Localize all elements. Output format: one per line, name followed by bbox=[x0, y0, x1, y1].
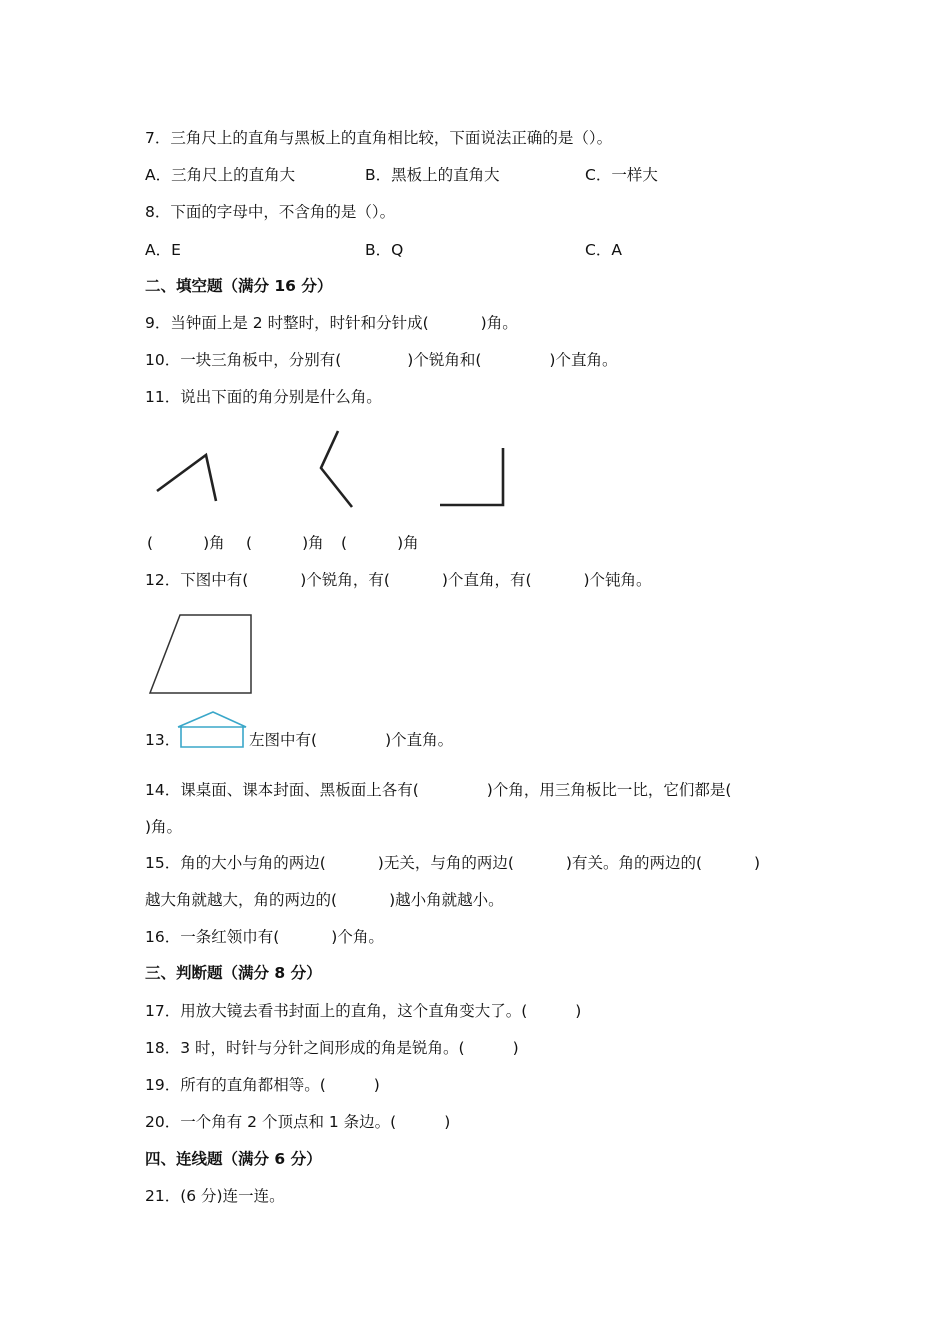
question-14: 14．课桌面、课本封面、黑板面上各有( )个角，用三角板比一比，它们都是( bbox=[145, 781, 732, 799]
trapezoid-figure bbox=[150, 615, 251, 693]
question-19: 19．所有的直角都相等。( ) bbox=[145, 1076, 380, 1094]
acute-angle-figure bbox=[157, 455, 216, 501]
question-8-option-c: C．A bbox=[585, 241, 622, 259]
house-icon bbox=[176, 710, 248, 750]
question-13-text: 左图中有( )个直角。 bbox=[249, 731, 454, 749]
question-7-option-a: A．三角尺上的直角大 bbox=[145, 166, 296, 184]
right-angle-figure bbox=[440, 448, 503, 505]
question-11-stem: 11．说出下面的角分别是什么角。 bbox=[145, 388, 382, 406]
obtuse-angle-figure bbox=[321, 431, 352, 507]
question-10-text-mid: )个锐角和( bbox=[407, 351, 482, 369]
question-15-line-2: 越大角就越大，角的两边的( )越小角就越小。 bbox=[145, 891, 504, 909]
question-7-option-c: C．一样大 bbox=[585, 166, 658, 184]
section-2-heading: 二、填空题（满分 16 分） bbox=[145, 277, 333, 295]
question-18: 18．3 时，时针与分针之间形成的角是锐角。( ) bbox=[145, 1039, 519, 1057]
question-8-option-a: A．E bbox=[145, 241, 181, 259]
question-11-blank-2: ( )角 bbox=[246, 534, 324, 552]
question-13-number: 13． bbox=[145, 731, 181, 749]
question-8-option-b: B．Q bbox=[365, 241, 404, 259]
section-3-heading: 三、判断题（满分 8 分） bbox=[145, 964, 322, 982]
question-12: 12．下图中有( )个锐角，有( )个直角，有( )个钝角。 bbox=[145, 571, 652, 589]
question-8-stem: 8．下面的字母中，不含角的是（）。 bbox=[145, 203, 396, 221]
section-4-heading: 四、连线题（满分 6 分） bbox=[145, 1150, 322, 1168]
question-17: 17．用放大镜去看书封面上的直角，这个直角变大了。( ) bbox=[145, 1002, 582, 1020]
question-10-text-before: 10．一块三角板中，分别有( bbox=[145, 351, 342, 369]
question-14-line-2: )角。 bbox=[145, 818, 183, 836]
question-7-option-b: B．黑板上的直角大 bbox=[365, 166, 500, 184]
question-7-stem: 7．三角尺上的直角与黑板上的直角相比较，下面说法正确的是（）。 bbox=[145, 129, 613, 147]
question-9-text-before: 9．当钟面上是 2 时整时，时针和分针成( bbox=[145, 314, 429, 332]
question-9-text-after: )角。 bbox=[480, 314, 518, 332]
question-10-text-after: )个直角。 bbox=[549, 351, 618, 369]
question-11-blank-1: ( )角 bbox=[147, 534, 225, 552]
question-20: 20．一个角有 2 个顶点和 1 条边。( ) bbox=[145, 1113, 451, 1131]
question-15: 15．角的大小与角的两边( )无关，与角的两边( )有关。角的两边的( ) bbox=[145, 854, 761, 872]
question-16: 16．一条红领巾有( )个角。 bbox=[145, 928, 384, 946]
question-11-blank-3: ( )角 bbox=[341, 534, 419, 552]
question-21-stem: 21．(6 分)连一连。 bbox=[145, 1187, 285, 1205]
